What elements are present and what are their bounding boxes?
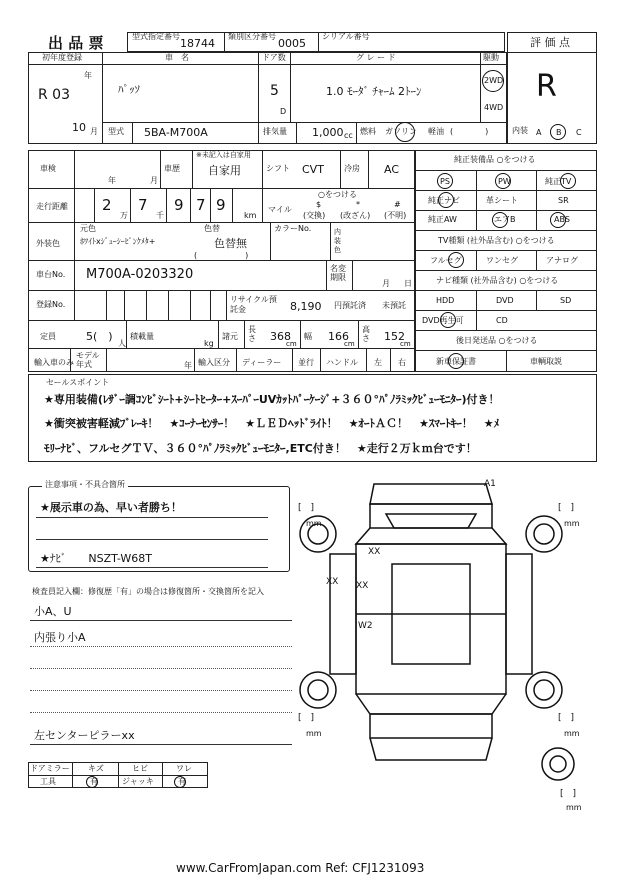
class-label: 類別区分番号 xyxy=(228,32,276,41)
history-value: 自家用 xyxy=(208,164,241,177)
interior-label: 内装 xyxy=(512,126,528,135)
equipment-title: 純正装備品 ○をつける xyxy=(454,155,536,164)
equip-navi-circle xyxy=(438,192,454,208)
score-label: 評 価 点 xyxy=(530,36,570,49)
legend-jack-circle xyxy=(174,776,186,788)
equip-tv-circle xyxy=(560,173,576,189)
equip-pw-circle xyxy=(495,173,511,189)
inspector-line-2: 内張り小A xyxy=(34,631,86,644)
serial-label: シリアル番号 xyxy=(322,32,370,41)
drive-label: 駆動 xyxy=(483,53,499,62)
sales-line-3: ﾓﾘｰﾅﾋﾞ、フルセグＴＶ、３６０°ﾊﾟﾉﾗﾐｯｸﾋﾞｭｰﾓﾆﾀｰ,ETC付き！ ★走行２万ｋｍ台です！ xyxy=(44,442,477,455)
displacement-value: 1,000 xyxy=(312,126,344,139)
model-cert-label: 型式指定番号 xyxy=(132,32,180,41)
diagram-mark-xx-3: XX xyxy=(356,581,369,591)
equip-ps-circle xyxy=(437,173,453,189)
sales-line-1: ★専用装備(ﾚｻﾞｰ調ｺﾝﾋﾞｼｰﾄ+ｼｰﾄﾋｰﾀｰ+ｽｰﾊﾟｰUVｶｯﾄﾊﾟｰｹｰｼﾞ+３６０°ﾊﾟﾉﾗﾐｯｸﾋﾞｭｰﾓﾆﾀｰ)付き！ xyxy=(44,393,500,406)
model-cert-value: 18744 xyxy=(180,37,215,50)
height-value: 152 xyxy=(384,330,405,343)
name-change-day: 日 xyxy=(404,279,412,288)
svg-text:[ ]: [ ] xyxy=(560,789,577,799)
capacity-value: 5( ) xyxy=(86,330,113,343)
mileage-sen: 千 xyxy=(156,211,164,220)
unknown-top: # xyxy=(394,200,401,209)
reg-month: 10 xyxy=(72,121,86,134)
mileage-man: 万 xyxy=(120,211,128,220)
inspection-month: 月 xyxy=(150,176,158,185)
ac-value: AC xyxy=(384,163,400,176)
equip-leather: 革シート xyxy=(486,196,518,205)
interior-c: C xyxy=(576,128,582,137)
footer-reference: www.CarFromJapan.com Ref: CFJ1231093 xyxy=(176,861,425,875)
length-cm: cm xyxy=(286,340,297,348)
legend-tools-circle xyxy=(86,776,98,788)
drive-4wd: 4WD xyxy=(484,103,504,112)
svg-text:mm: mm xyxy=(564,519,580,528)
model-value: 5BA-M700A xyxy=(144,126,208,139)
length-label: 長さ xyxy=(248,325,256,343)
equip-ps: PS xyxy=(440,177,450,186)
load-label: 積載量 xyxy=(130,332,154,341)
legend-jack: ジャッキ xyxy=(122,777,154,786)
inspection-label: 車検 xyxy=(40,164,56,173)
notes-line-1: ★展示車の為、早い者勝ち！ xyxy=(40,501,182,514)
navi-cd: CD xyxy=(496,316,508,325)
equip-tv: 純正TV xyxy=(545,177,572,186)
legend-crack: ヒビ xyxy=(132,764,148,773)
reg-month-suffix: 月 xyxy=(90,127,98,136)
color-paren: ( ) xyxy=(194,251,249,260)
modified-top: * xyxy=(356,200,360,209)
mileage-digit-1: 2 xyxy=(102,196,112,214)
tv-analog: アナログ xyxy=(546,256,578,265)
later-warranty-circle xyxy=(448,353,464,369)
equip-abs: ABS xyxy=(554,215,570,224)
diagram-mark-a1: A1 xyxy=(484,479,496,489)
mileage-digit-5: 9 xyxy=(216,196,226,214)
equip-airbag-circle xyxy=(492,212,508,228)
svg-text:[ ]: [ ] xyxy=(558,713,575,723)
exchange-top: $ xyxy=(316,200,322,209)
color-no-label: カラーNo. xyxy=(274,224,312,233)
navi-dvd: DVD xyxy=(496,296,514,305)
sales-line-2: ★衝突被害軽減ﾌﾞﾚｰｷ！ ★ｺｰﾅｰｾﾝｻｰ！ ★ＬＥＤﾍｯﾄﾞﾗｲﾄ！ ★ｵｰﾄＡＣ！ ★ｽﾏｰﾄｷｰ！ ★ﾒ xyxy=(44,417,500,430)
interior-b: B xyxy=(556,128,562,137)
displacement-unit: cc xyxy=(344,131,353,140)
class-value: 0005 xyxy=(278,37,306,50)
capacity-label: 定員 xyxy=(40,332,56,341)
capacity-unit: 人 xyxy=(118,339,126,348)
width-cm: cm xyxy=(344,340,355,348)
equip-pw: PW xyxy=(498,177,511,186)
interior-b-circle xyxy=(550,124,566,140)
model-year-label: モデル年式 xyxy=(76,351,100,369)
legend-scratch: キズ xyxy=(88,764,104,773)
chassis-value: M700A-0203320 xyxy=(86,267,194,282)
inspector-label: 検査員記入欄：修復歴「有」の場合は修復箇所・交換箇所を記入 xyxy=(32,587,264,596)
doors-label: ドア数 xyxy=(262,53,286,62)
recycle-value: 8,190 xyxy=(290,300,322,313)
recycle-unit: 円預託済 xyxy=(334,301,366,310)
mileage-circle-note: ○をつける xyxy=(318,190,357,199)
svg-text:[ ]: [ ] xyxy=(558,503,575,513)
inspector-line-1: 小A、U xyxy=(34,605,72,618)
sales-label: セールスポイント xyxy=(46,378,110,387)
legend-jack-value: 有 xyxy=(178,777,186,786)
diagram-mark-xx-1: XX xyxy=(368,547,381,557)
navi-hdd: HDD xyxy=(436,296,455,305)
interior-color-label: 内装色 xyxy=(334,228,341,254)
later-manual: 車輌取説 xyxy=(530,357,562,366)
first-reg-label: 初年度登録 xyxy=(42,53,82,62)
length-value: 368 xyxy=(270,330,291,343)
car-name: ﾊﾟｯｿ xyxy=(118,83,140,96)
color-change-value: 色替無 xyxy=(214,237,247,250)
svg-text:[ ]: [ ] xyxy=(298,713,315,723)
legend-tools-value: 有 xyxy=(90,777,98,786)
interior-a: A xyxy=(536,128,542,137)
diagram-mark-xx-2: XX xyxy=(326,577,339,587)
door-type: D xyxy=(280,107,287,116)
equip-airbag: エアB xyxy=(494,215,516,224)
doors-value: 5 xyxy=(270,83,279,99)
tv-fullseg-circle xyxy=(448,252,464,268)
exchange-bottom: (交換) xyxy=(303,211,326,220)
import-class-label: 輸入区分 xyxy=(198,358,230,367)
tv-title: TV種類 (社外品含む) ○をつける xyxy=(438,236,555,245)
mileage-label: 走行距離 xyxy=(36,202,68,211)
reg-era: R 03 xyxy=(38,87,70,103)
diagram-mark-w2: W2 xyxy=(358,621,373,631)
displacement-label: 排気量 xyxy=(263,127,287,136)
dim-label: 諸元 xyxy=(222,332,238,341)
mileage-digit-4: 7 xyxy=(196,196,206,214)
unknown-bottom: (不明) xyxy=(384,211,407,220)
load-unit: kg xyxy=(204,339,214,348)
tv-oneseg: ワンセグ xyxy=(486,256,518,265)
grade-label: グ レ ー ド xyxy=(356,53,396,62)
mile-label: マイル xyxy=(268,205,292,214)
recycle-unpaid: 未預託 xyxy=(382,301,406,310)
score-value: R xyxy=(536,69,557,104)
model-label: 型式 xyxy=(108,127,124,136)
original-color-label: 元色 xyxy=(80,224,96,233)
handle-right: 右 xyxy=(398,358,406,367)
original-color-value: ﾎﾜｲﾄxｼﾞｭｰｼｰﾋﾟﾝｸﾒﾀ+ xyxy=(80,237,156,246)
navi-dvd-play-circle xyxy=(440,312,456,328)
later-warranty: 新車保証書 xyxy=(436,357,476,366)
name-change-month: 月 xyxy=(382,279,390,288)
later-title: 後日発送品 ○をつける xyxy=(456,336,538,345)
notes-label: 注意事項・不具合箇所 xyxy=(42,481,128,489)
grade-value: 1.0 ﾓｰﾀﾞ ﾁｬｰﾑ 2ﾄｰﾝ xyxy=(326,85,422,98)
navi-title: ナビ種類 (社外品含む) ○をつける xyxy=(436,276,559,285)
legend-tools: 工具 xyxy=(40,777,56,786)
equip-abs-circle xyxy=(550,212,566,228)
shift-value: CVT xyxy=(302,163,324,176)
drive-2wd: 2WD xyxy=(484,76,504,85)
fuel-circle xyxy=(395,122,415,142)
mileage-digit-2: 7 xyxy=(138,196,148,214)
width-label: 幅 xyxy=(304,332,312,341)
svg-text:mm: mm xyxy=(566,803,582,812)
svg-text:mm: mm xyxy=(564,729,580,738)
reg-no-label: 登録No. xyxy=(36,300,66,309)
equip-aw: 純正AW xyxy=(428,215,457,224)
history-note: ※未記入は自家用 xyxy=(196,151,251,159)
chassis-label: 車台No. xyxy=(36,270,66,279)
fuel-other: ( ) xyxy=(450,127,489,136)
name-change-label: 名変期限 xyxy=(330,264,346,282)
fuel-value: ガソリン xyxy=(385,127,417,136)
svg-text:[ ]: [ ] xyxy=(298,503,315,513)
car-damage-diagram xyxy=(296,474,596,814)
inspection-year: 年 xyxy=(108,176,116,185)
svg-text:mm: mm xyxy=(306,729,322,738)
parallel: 並行 xyxy=(298,358,314,367)
tv-fullseg: フルセグ xyxy=(430,256,462,265)
equip-sr: SR xyxy=(558,196,569,205)
light-oil-label: 軽油 xyxy=(428,127,444,136)
history-label: 車歴 xyxy=(164,164,180,173)
navi-dvd-play: DVD再生可 xyxy=(422,316,464,325)
height-cm: cm xyxy=(400,340,411,348)
legend-mirror: ドアミラー xyxy=(30,764,70,773)
reg-year-suffix: 年 xyxy=(84,71,92,80)
color-change-label: 色替 xyxy=(204,224,220,233)
fuel-label: 燃料 xyxy=(360,127,376,136)
mileage-digit-3: 9 xyxy=(174,196,184,214)
handle-label: ハンドル xyxy=(326,358,358,367)
svg-text:mm: mm xyxy=(306,519,322,528)
model-year-unit: 年 xyxy=(184,361,192,370)
mileage-km: km xyxy=(244,211,257,220)
form-title: 出 品 票 xyxy=(48,34,104,52)
recycle-label: リサイクル預託金 xyxy=(230,295,277,314)
inspector-line-3: 左センターピラーxx xyxy=(34,729,135,742)
car-name-label: 車 名 xyxy=(165,53,189,62)
modified-bottom: (改ざん) xyxy=(340,211,371,220)
width-value: 166 xyxy=(328,330,349,343)
shift-label: シフト xyxy=(266,164,290,173)
height-label: 高さ xyxy=(362,325,370,343)
navi-sd: SD xyxy=(560,296,572,305)
notes-line-2: ★ﾅﾋﾞ NSZT-W68T xyxy=(40,552,152,565)
ac-label: 冷房 xyxy=(344,164,360,173)
color-label: 外装色 xyxy=(36,239,60,248)
handle-left: 左 xyxy=(374,358,382,367)
legend-break: ワレ xyxy=(176,764,192,773)
dealer: ディーラー xyxy=(242,358,282,367)
equip-navi: 純正ナビ xyxy=(428,196,460,205)
import-label: 輸入車のみ xyxy=(34,358,74,367)
